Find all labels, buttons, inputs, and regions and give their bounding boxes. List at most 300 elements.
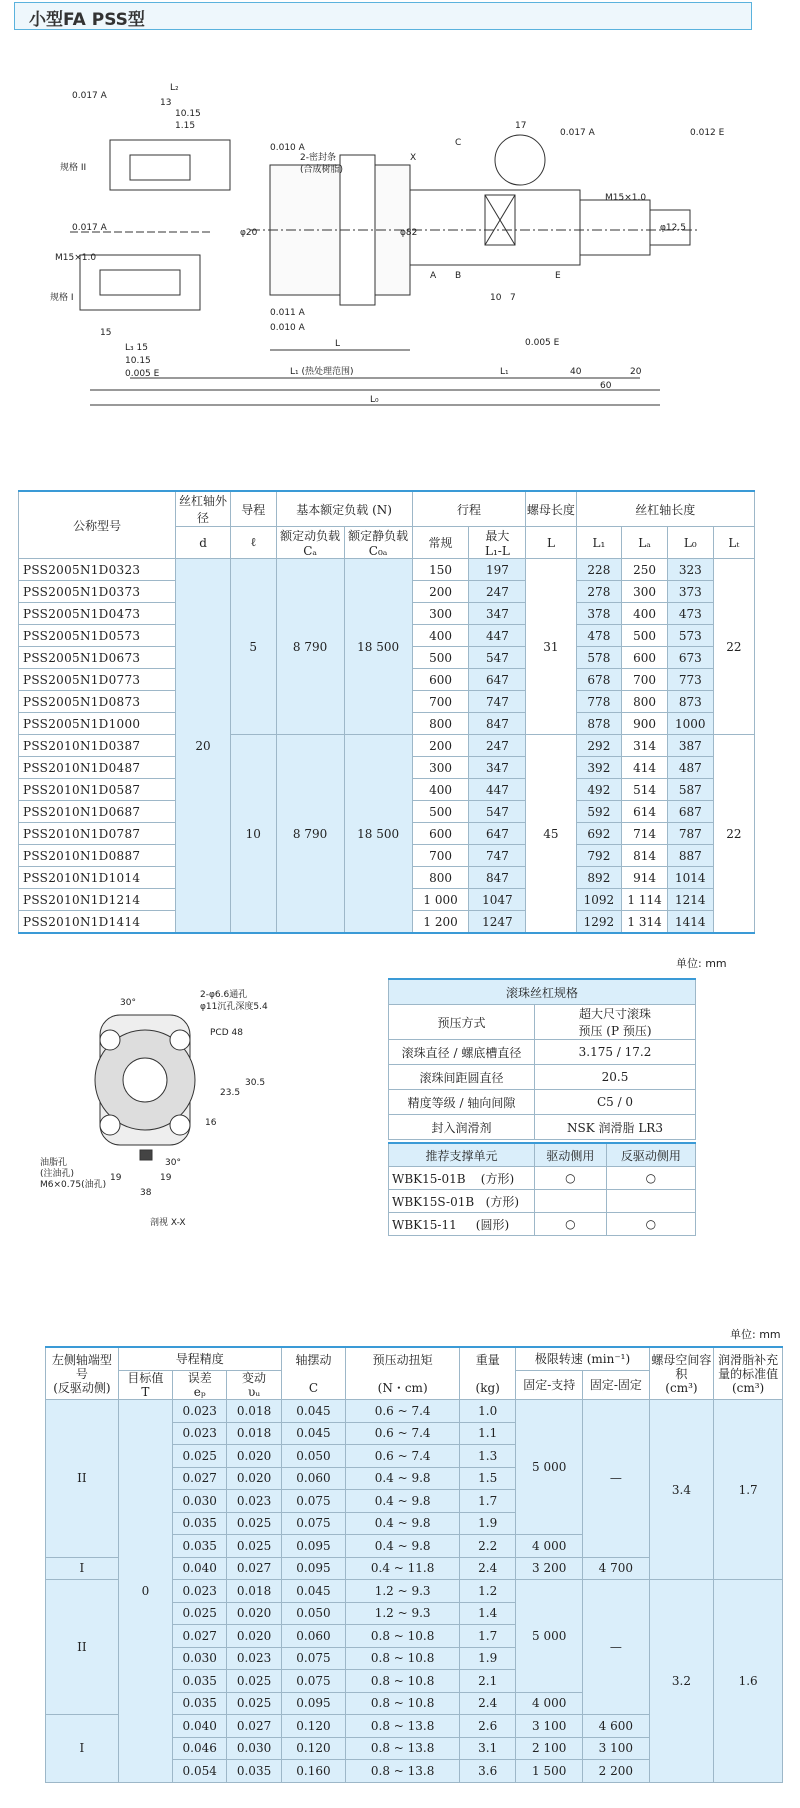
stat-cell: 18 500 <box>344 735 412 934</box>
error-cell: 0.027 <box>173 1467 227 1490</box>
dim-label: 17 <box>515 121 527 131</box>
model-table <box>18 490 755 934</box>
la-cell: 900 <box>622 713 668 735</box>
l1-cell: 678 <box>576 669 622 691</box>
dim-label: M15×1.0 <box>55 253 97 263</box>
error-cell: 0.046 <box>173 1737 227 1760</box>
dim-label: L₁ (热处理范围) <box>290 367 354 377</box>
nut-flange-drawing <box>40 985 300 1235</box>
col-sym: 固定-支持 <box>516 1371 583 1400</box>
lt-cell: 22 <box>713 559 754 735</box>
unit-label: 单位: mm <box>730 1328 781 1341</box>
stroke-normal-cell: 600 <box>412 669 469 691</box>
dim-label: 规格 I <box>50 293 74 303</box>
model-cell: PSS2005N1D0773 <box>19 669 176 691</box>
l0-cell: 487 <box>667 757 713 779</box>
runout-cell: 0.050 <box>281 1445 346 1468</box>
la-cell: 400 <box>622 603 668 625</box>
runout-cell: 0.095 <box>281 1557 346 1580</box>
col-header: 极限转速 (min⁻¹) <box>516 1347 649 1371</box>
l1-cell: 792 <box>576 845 622 867</box>
dim-label: L₀ <box>370 395 379 405</box>
dim-label: φ82 <box>400 228 418 238</box>
stroke-max-cell: 747 <box>469 691 526 713</box>
col-sym: L₀ <box>667 527 713 559</box>
nut-length-cell: 31 <box>526 559 576 735</box>
col-sym: 额定动负载 Cₐ <box>276 527 344 559</box>
spec-key: 预压方式 <box>389 1005 535 1040</box>
stroke-normal-cell: 400 <box>412 779 469 801</box>
nut-length-cell: 45 <box>526 735 576 934</box>
nut-label: M6×0.75(油孔) <box>40 1180 107 1190</box>
var-cell: 0.020 <box>227 1602 281 1625</box>
nut-label: 油脂孔 <box>40 1158 68 1168</box>
l1-cell: 1092 <box>576 889 622 911</box>
dim-label: L₃ 15 <box>125 343 148 353</box>
nut-label: 16 <box>205 1118 217 1128</box>
error-cell: 0.054 <box>173 1760 227 1783</box>
torque-cell: 0.8 ~ 13.8 <box>346 1715 460 1738</box>
dim-label: A <box>430 271 437 281</box>
model-cell: PSS2010N1D0887 <box>19 845 176 867</box>
nut-space-cell: 3.2 <box>649 1580 714 1783</box>
speed-cell: 4 000 <box>516 1535 583 1558</box>
error-cell: 0.035 <box>173 1512 227 1535</box>
nut-label: 30.5 <box>245 1078 266 1088</box>
weight-cell: 1.7 <box>460 1625 516 1648</box>
error-cell: 0.040 <box>173 1715 227 1738</box>
table-row <box>19 735 755 757</box>
weight-cell: 2.4 <box>460 1692 516 1715</box>
non-drive-side-mark: ○ <box>606 1167 695 1190</box>
dim-label: L₁ <box>500 367 509 377</box>
l0-cell: 1414 <box>667 911 713 934</box>
error-cell: 0.035 <box>173 1670 227 1693</box>
stroke-normal-cell: 800 <box>412 713 469 735</box>
col-sym: 误差 eₚ <box>173 1371 227 1400</box>
weight-cell: 1.2 <box>460 1580 516 1603</box>
model-cell: PSS2005N1D0873 <box>19 691 176 713</box>
spec-value: 超大尺寸滚珠 预压 (P 预压) <box>535 1005 696 1040</box>
dim-label: M15×1.0 <box>605 193 647 203</box>
col-sym: Lₐ <box>622 527 668 559</box>
runout-cell: 0.060 <box>281 1467 346 1490</box>
torque-cell: 1.2 ~ 9.3 <box>346 1580 460 1603</box>
torque-cell: 0.8 ~ 13.8 <box>346 1760 460 1783</box>
speed-cell: 4 600 <box>583 1715 650 1738</box>
l1-cell: 892 <box>576 867 622 889</box>
var-cell: 0.020 <box>227 1445 281 1468</box>
l1-cell: 228 <box>576 559 622 581</box>
stroke-max-cell: 647 <box>469 669 526 691</box>
support-row <box>389 1167 696 1190</box>
stroke-max-cell: 647 <box>469 823 526 845</box>
col-sym: 固定-固定 <box>583 1371 650 1400</box>
col-header: 左侧轴端型号 (反驱动侧) <box>46 1347 119 1400</box>
la-cell: 814 <box>622 845 668 867</box>
support-row <box>389 1213 696 1236</box>
col-header: 导程精度 <box>118 1347 281 1371</box>
col-sym: Lₜ <box>713 527 754 559</box>
nut-label: 2-φ6.6通孔 <box>200 990 248 1000</box>
speed-cell: 5 000 <box>516 1580 583 1693</box>
stroke-normal-cell: 1 200 <box>412 911 469 934</box>
torque-cell: 0.8 ~ 10.8 <box>346 1692 460 1715</box>
unit-label: 单位: mm <box>676 957 727 970</box>
l1-cell: 478 <box>576 625 622 647</box>
l0-cell: 1214 <box>667 889 713 911</box>
runout-cell: 0.045 <box>281 1422 346 1445</box>
stroke-max-cell: 347 <box>469 757 526 779</box>
spec-key: 精度等级 / 轴向间隙 <box>389 1090 535 1115</box>
col-header: 螺母空间容积 (cm³) <box>649 1347 714 1400</box>
dim-label: E <box>555 271 561 281</box>
la-cell: 714 <box>622 823 668 845</box>
l0-cell: 773 <box>667 669 713 691</box>
runout-cell: 0.120 <box>281 1737 346 1760</box>
dim-label: 2-密封条 <box>300 153 336 163</box>
col-header: 导程 <box>230 491 276 527</box>
var-cell: 0.025 <box>227 1535 281 1558</box>
var-cell: 0.027 <box>227 1715 281 1738</box>
model-cell: PSS2005N1D0573 <box>19 625 176 647</box>
l0-cell: 787 <box>667 823 713 845</box>
nut-label: 23.5 <box>220 1088 241 1098</box>
l1-cell: 778 <box>576 691 622 713</box>
spec-value: NSK 润滑脂 LR3 <box>535 1115 696 1140</box>
accuracy-table <box>45 1346 783 1783</box>
l0-cell: 873 <box>667 691 713 713</box>
table-row <box>46 1400 783 1423</box>
non-drive-side-mark: ○ <box>606 1213 695 1236</box>
dim-label: L <box>335 339 341 349</box>
weight-cell: 3.6 <box>460 1760 516 1783</box>
col-sym: 常规 <box>412 527 469 559</box>
col-sym: L₁ <box>576 527 622 559</box>
dim-label: 0.012 E <box>690 128 725 138</box>
error-cell: 0.027 <box>173 1625 227 1648</box>
var-cell: 0.025 <box>227 1512 281 1535</box>
col-header: 螺母长度 <box>526 491 576 527</box>
dim-label: 0.017 A <box>560 128 595 138</box>
la-cell: 600 <box>622 647 668 669</box>
nut-label: 19 <box>110 1173 122 1183</box>
spec-value: C5 / 0 <box>535 1090 696 1115</box>
torque-cell: 0.4 ~ 9.8 <box>346 1467 460 1490</box>
l1-cell: 278 <box>576 581 622 603</box>
dim-label: (合成树脂) <box>300 165 344 175</box>
non-drive-side-mark <box>606 1190 695 1213</box>
speed-cell: 3 200 <box>516 1557 583 1580</box>
model-cell: PSS2010N1D1414 <box>19 911 176 934</box>
dim-label: 0.005 E <box>125 369 160 379</box>
model-cell: PSS2005N1D0323 <box>19 559 176 581</box>
stroke-normal-cell: 400 <box>412 625 469 647</box>
speed-cell: 2 200 <box>583 1760 650 1783</box>
l1-cell: 492 <box>576 779 622 801</box>
dim-label: 60 <box>600 381 612 391</box>
nut-space-cell: 3.4 <box>649 1400 714 1580</box>
stat-cell: 18 500 <box>344 559 412 735</box>
dim-label: L₂ <box>170 83 179 93</box>
stroke-normal-cell: 1 000 <box>412 889 469 911</box>
model-cell: PSS2010N1D0587 <box>19 779 176 801</box>
support-unit: WBK15S-01B (方形) <box>389 1190 535 1213</box>
speed-cell: 1 500 <box>516 1760 583 1783</box>
torque-cell: 0.8 ~ 10.8 <box>346 1670 460 1693</box>
weight-cell: 1.9 <box>460 1647 516 1670</box>
var-cell: 0.035 <box>227 1760 281 1783</box>
la-cell: 250 <box>622 559 668 581</box>
var-cell: 0.023 <box>227 1490 281 1513</box>
dim-label: 20 <box>630 367 642 377</box>
spec-table <box>388 978 696 1140</box>
page-header <box>14 2 752 30</box>
var-cell: 0.018 <box>227 1580 281 1603</box>
torque-cell: 1.2 ~ 9.3 <box>346 1602 460 1625</box>
stroke-max-cell: 1047 <box>469 889 526 911</box>
shaft-dia-cell: 20 <box>176 559 231 934</box>
weight-cell: 1.1 <box>460 1422 516 1445</box>
l0-cell: 687 <box>667 801 713 823</box>
support-unit: WBK15-01B (方形) <box>389 1167 535 1190</box>
speed-cell: 2 100 <box>516 1737 583 1760</box>
col-sym: L <box>526 527 576 559</box>
l0-cell: 387 <box>667 735 713 757</box>
var-cell: 0.025 <box>227 1692 281 1715</box>
l1-cell: 378 <box>576 603 622 625</box>
weight-cell: 1.5 <box>460 1467 516 1490</box>
nut-label: 剖视 X-X <box>150 1218 186 1228</box>
l0-cell: 887 <box>667 845 713 867</box>
weight-cell: 1.9 <box>460 1512 516 1535</box>
drive-side-mark <box>535 1190 607 1213</box>
error-cell: 0.035 <box>173 1535 227 1558</box>
table-row <box>19 559 755 581</box>
runout-cell: 0.075 <box>281 1670 346 1693</box>
dim-label: 13 <box>160 98 172 108</box>
la-cell: 1 114 <box>622 889 668 911</box>
dim-label: 0.017 A <box>72 91 107 101</box>
col-header: 丝杠轴外径 <box>176 491 231 527</box>
weight-cell: 1.0 <box>460 1400 516 1423</box>
col-sym: 目标值 T <box>118 1371 172 1400</box>
end-type-cell: II <box>46 1400 119 1558</box>
error-cell: 0.023 <box>173 1400 227 1423</box>
l1-cell: 292 <box>576 735 622 757</box>
stroke-normal-cell: 800 <box>412 867 469 889</box>
stroke-normal-cell: 300 <box>412 757 469 779</box>
weight-cell: 2.6 <box>460 1715 516 1738</box>
stroke-normal-cell: 500 <box>412 647 469 669</box>
stroke-max-cell: 847 <box>469 867 526 889</box>
dim-label: 0.005 E <box>525 338 560 348</box>
col-header: 润滑脂补充量的标准值 (cm³) <box>714 1347 783 1400</box>
var-cell: 0.018 <box>227 1422 281 1445</box>
runout-cell: 0.075 <box>281 1490 346 1513</box>
speed-cell: 3 100 <box>583 1737 650 1760</box>
torque-cell: 0.4 ~ 11.8 <box>346 1557 460 1580</box>
l0-cell: 1000 <box>667 713 713 735</box>
end-type-cell: I <box>46 1715 119 1783</box>
spec-key: 滚珠间距圆直径 <box>389 1065 535 1090</box>
error-cell: 0.025 <box>173 1445 227 1468</box>
col-header: 重量 (kg) <box>460 1347 516 1400</box>
error-cell: 0.030 <box>173 1490 227 1513</box>
nut-label: 19 <box>160 1173 172 1183</box>
var-cell: 0.020 <box>227 1625 281 1648</box>
l1-cell: 878 <box>576 713 622 735</box>
dim-label: 10.15 <box>175 109 201 119</box>
weight-cell: 1.3 <box>460 1445 516 1468</box>
runout-cell: 0.075 <box>281 1512 346 1535</box>
speed-cell: 4 000 <box>516 1692 583 1715</box>
grease-cell: 1.7 <box>714 1400 783 1580</box>
l1-cell: 692 <box>576 823 622 845</box>
dim-label: φ20 <box>240 228 258 238</box>
torque-cell: 0.4 ~ 9.8 <box>346 1535 460 1558</box>
weight-cell: 1.7 <box>460 1490 516 1513</box>
dim-label: φ12.5 <box>660 223 686 233</box>
dim-label: 10 <box>490 293 502 303</box>
stroke-normal-cell: 200 <box>412 735 469 757</box>
model-cell: PSS2010N1D1014 <box>19 867 176 889</box>
stroke-max-cell: 247 <box>469 581 526 603</box>
torque-cell: 0.8 ~ 10.8 <box>346 1625 460 1648</box>
lead-cell: 10 <box>230 735 276 934</box>
weight-cell: 1.4 <box>460 1602 516 1625</box>
stroke-normal-cell: 700 <box>412 691 469 713</box>
model-cell: PSS2010N1D1214 <box>19 889 176 911</box>
dyn-cell: 8 790 <box>276 559 344 735</box>
page-title: 小型FA PSS型 <box>29 10 145 30</box>
var-cell: 0.023 <box>227 1647 281 1670</box>
error-cell: 0.030 <box>173 1647 227 1670</box>
runout-cell: 0.045 <box>281 1400 346 1423</box>
support-row <box>389 1190 696 1213</box>
spec-row <box>389 1115 696 1140</box>
la-cell: 800 <box>622 691 668 713</box>
l0-cell: 1014 <box>667 867 713 889</box>
spec-row <box>389 1005 696 1040</box>
runout-cell: 0.060 <box>281 1625 346 1648</box>
col-sym: d <box>176 527 231 559</box>
lt-cell: 22 <box>713 735 754 934</box>
support-table <box>388 1142 696 1236</box>
stroke-normal-cell: 300 <box>412 603 469 625</box>
runout-cell: 0.075 <box>281 1647 346 1670</box>
la-cell: 700 <box>622 669 668 691</box>
drive-side-mark: ○ <box>535 1167 607 1190</box>
torque-cell: 0.8 ~ 10.8 <box>346 1647 460 1670</box>
weight-cell: 2.2 <box>460 1535 516 1558</box>
la-cell: 500 <box>622 625 668 647</box>
dim-label: X <box>410 153 417 163</box>
torque-cell: 0.4 ~ 9.8 <box>346 1490 460 1513</box>
error-cell: 0.023 <box>173 1422 227 1445</box>
runout-cell: 0.050 <box>281 1602 346 1625</box>
speed-cell: — <box>583 1400 650 1558</box>
spec-row <box>389 1065 696 1090</box>
dim-label: 规格 II <box>60 163 87 173</box>
speed-cell: 3 100 <box>516 1715 583 1738</box>
spec-title: 滚珠丝杠规格 <box>389 979 696 1005</box>
drive-side-mark: ○ <box>535 1213 607 1236</box>
stroke-max-cell: 447 <box>469 779 526 801</box>
la-cell: 300 <box>622 581 668 603</box>
stroke-max-cell: 447 <box>469 625 526 647</box>
dim-label: 0.017 A <box>72 223 107 233</box>
error-cell: 0.023 <box>173 1580 227 1603</box>
col-header: 行程 <box>412 491 526 527</box>
col-header: 丝杠轴长度 <box>576 491 754 527</box>
la-cell: 514 <box>622 779 668 801</box>
end-type-cell: I <box>46 1557 119 1580</box>
dim-label: 1.15 <box>175 121 196 131</box>
support-header: 驱动侧用 <box>535 1143 607 1167</box>
nut-label: 30° <box>165 1158 181 1168</box>
runout-cell: 0.160 <box>281 1760 346 1783</box>
error-cell: 0.025 <box>173 1602 227 1625</box>
var-cell: 0.030 <box>227 1737 281 1760</box>
var-cell: 0.020 <box>227 1467 281 1490</box>
col-header: 轴摆动 C <box>281 1347 346 1400</box>
error-cell: 0.035 <box>173 1692 227 1715</box>
stroke-max-cell: 547 <box>469 647 526 669</box>
var-cell: 0.027 <box>227 1557 281 1580</box>
lead-cell: 5 <box>230 559 276 735</box>
la-cell: 414 <box>622 757 668 779</box>
nut-label: φ11沉孔深度5.4 <box>200 1002 268 1012</box>
nut-label: (注油孔) <box>40 1169 75 1179</box>
dim-label: 0.010 A <box>270 143 305 153</box>
torque-cell: 0.6 ~ 7.4 <box>346 1445 460 1468</box>
stroke-normal-cell: 500 <box>412 801 469 823</box>
col-sym: ℓ <box>230 527 276 559</box>
spec-key: 滚珠直径 / 螺底槽直径 <box>389 1040 535 1065</box>
col-header: 基本额定负载 (N) <box>276 491 412 527</box>
model-cell: PSS2010N1D0487 <box>19 757 176 779</box>
l1-cell: 1292 <box>576 911 622 934</box>
nut-label: 38 <box>140 1188 152 1198</box>
torque-cell: 0.8 ~ 13.8 <box>346 1737 460 1760</box>
model-cell: PSS2005N1D0673 <box>19 647 176 669</box>
dim-label: 0.010 A <box>270 323 305 333</box>
stroke-max-cell: 547 <box>469 801 526 823</box>
end-type-cell: II <box>46 1580 119 1715</box>
l1-cell: 392 <box>576 757 622 779</box>
stroke-normal-cell: 200 <box>412 581 469 603</box>
l0-cell: 473 <box>667 603 713 625</box>
nut-label: PCD 48 <box>210 1028 243 1038</box>
col-sym: 额定静负载 C₀ₐ <box>344 527 412 559</box>
support-header: 反驱动侧用 <box>606 1143 695 1167</box>
la-cell: 314 <box>622 735 668 757</box>
stroke-max-cell: 1247 <box>469 911 526 934</box>
model-cell: PSS2005N1D0373 <box>19 581 176 603</box>
stroke-max-cell: 197 <box>469 559 526 581</box>
grease-cell: 1.6 <box>714 1580 783 1783</box>
col-header: 公称型号 <box>19 491 176 559</box>
runout-cell: 0.095 <box>281 1535 346 1558</box>
model-cell: PSS2005N1D0473 <box>19 603 176 625</box>
dim-label: B <box>455 271 462 281</box>
weight-cell: 3.1 <box>460 1737 516 1760</box>
stroke-max-cell: 747 <box>469 845 526 867</box>
l1-cell: 578 <box>576 647 622 669</box>
dim-label: 15 <box>100 328 112 338</box>
col-header: 预压动扭矩 (N・cm) <box>346 1347 460 1400</box>
